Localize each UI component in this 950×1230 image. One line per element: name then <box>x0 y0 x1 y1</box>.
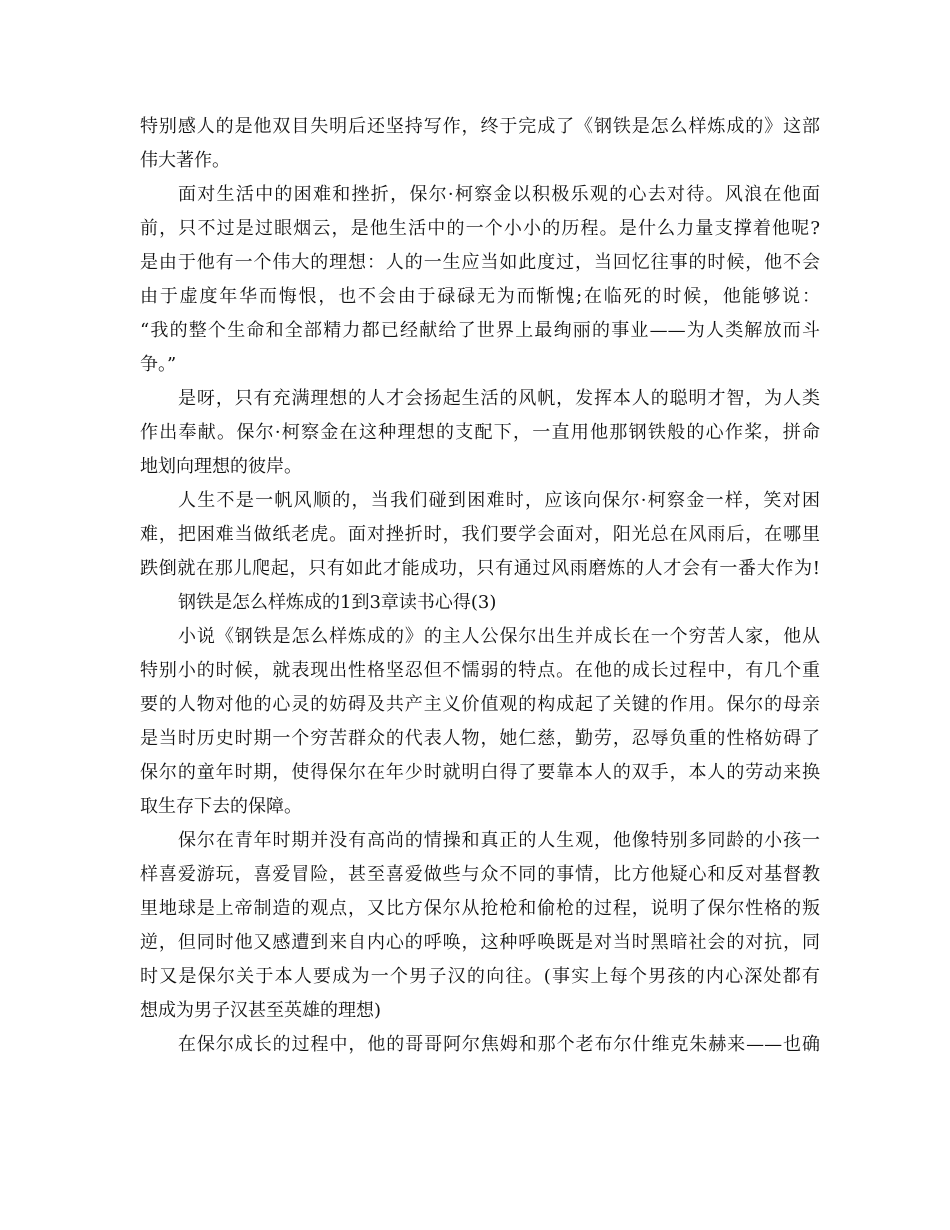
paragraph-first-line: 小说《钢铁是怎么样炼成的》的主人公保尔出生并成长在一个穷苦人家，他从 <box>178 626 820 647</box>
text-line: 作出奉献。保尔·柯察金在这种理想的支配下，一直用他那钢铁般的心作桨，拼命 <box>140 422 820 443</box>
text-line: 样喜爱游玩，喜爱冒险，甚至喜爱做些与众不同的事情，比方他疑心和反对基督教 <box>140 864 820 885</box>
paragraph-first-line: 面对生活中的困难和挫折，保尔·柯察金以积极乐观的心去对待。风浪在他面 <box>178 184 820 205</box>
text-line: 是当时历史时期一个穷苦群众的代表人物，她仁慈，勤劳，忍辱负重的性格妨碍了 <box>140 728 820 749</box>
paragraph-first-line: 保尔在青年时期并没有高尚的情操和真正的人生观，他像特别多同龄的小孩一 <box>178 830 820 851</box>
text-line: 想成为男子汉甚至英雄的理想) <box>140 1000 382 1021</box>
paragraph-first-line: 在保尔成长的过程中，他的哥哥阿尔焦姆和那个老布尔什维克朱赫来——也确 <box>178 1034 820 1055</box>
text-line: 伟大著作。 <box>140 150 230 171</box>
section-heading: 钢铁是怎么样炼成的1到3章读书心得(3) <box>178 592 497 613</box>
text-line: 保尔的童年时期，使得保尔在年少时就明白得了要靠本人的双手，本人的劳动来换 <box>140 762 820 783</box>
text-line: “我的整个生命和全部精力都已经献给了世界上最绚丽的事业——为人类解放而斗 <box>140 320 820 341</box>
text-line: 是由于他有一个伟大的理想：人的一生应当如此度过，当回忆往事的时候，他不会 <box>140 252 820 273</box>
paragraph-first-line: 人生不是一帆风顺的，当我们碰到困难时，应该向保尔·柯察金一样，笑对困 <box>178 490 820 511</box>
text-line: 逆，但同时他又感遭到来自内心的呼唤，这种呼唤既是对当时黑暗社会的对抗，同 <box>140 932 820 953</box>
text-line: 取生存下去的保障。 <box>140 796 302 817</box>
text-line: 里地球是上帝制造的观点，又比方保尔从抢枪和偷枪的过程，说明了保尔性格的叛 <box>140 898 820 919</box>
text-line: 跌倒就在那儿爬起，只有如此才能成功，只有通过风雨磨炼的人才会有一番大作为! <box>140 558 820 579</box>
text-line: 前，只不过是过眼烟云，是他生活中的一个小小的历程。是什么力量支撑着他呢? <box>140 218 820 239</box>
text-line: 难，把困难当做纸老虎。面对挫折时，我们要学会面对，阳光总在风雨后，在哪里 <box>140 524 820 545</box>
text-line: 争。” <box>140 354 177 375</box>
text-line: 特别感人的是他双目失明后还坚持写作，终于完成了《钢铁是怎么样炼成的》这部 <box>140 116 820 137</box>
text-line: 地划向理想的彼岸。 <box>140 456 302 477</box>
text-line: 时又是保尔关于本人要成为一个男子汉的向往。(事实上每个男孩的内心深处都有 <box>140 966 820 987</box>
text-line: 由于虚度年华而悔恨，也不会由于碌碌无为而惭愧;在临死的时候，他能够说： <box>140 286 820 307</box>
document-page <box>140 110 820 1062</box>
text-line: 要的人物对他的心灵的妨碍及共产主义价值观的构成起了关键的作用。保尔的母亲 <box>140 694 820 715</box>
text-line: 特别小的时候，就表现出性格坚忍但不懦弱的特点。在他的成长过程中，有几个重 <box>140 660 820 681</box>
paragraph-first-line: 是呀，只有充满理想的人才会扬起生活的风帆，发挥本人的聪明才智，为人类 <box>178 388 820 409</box>
